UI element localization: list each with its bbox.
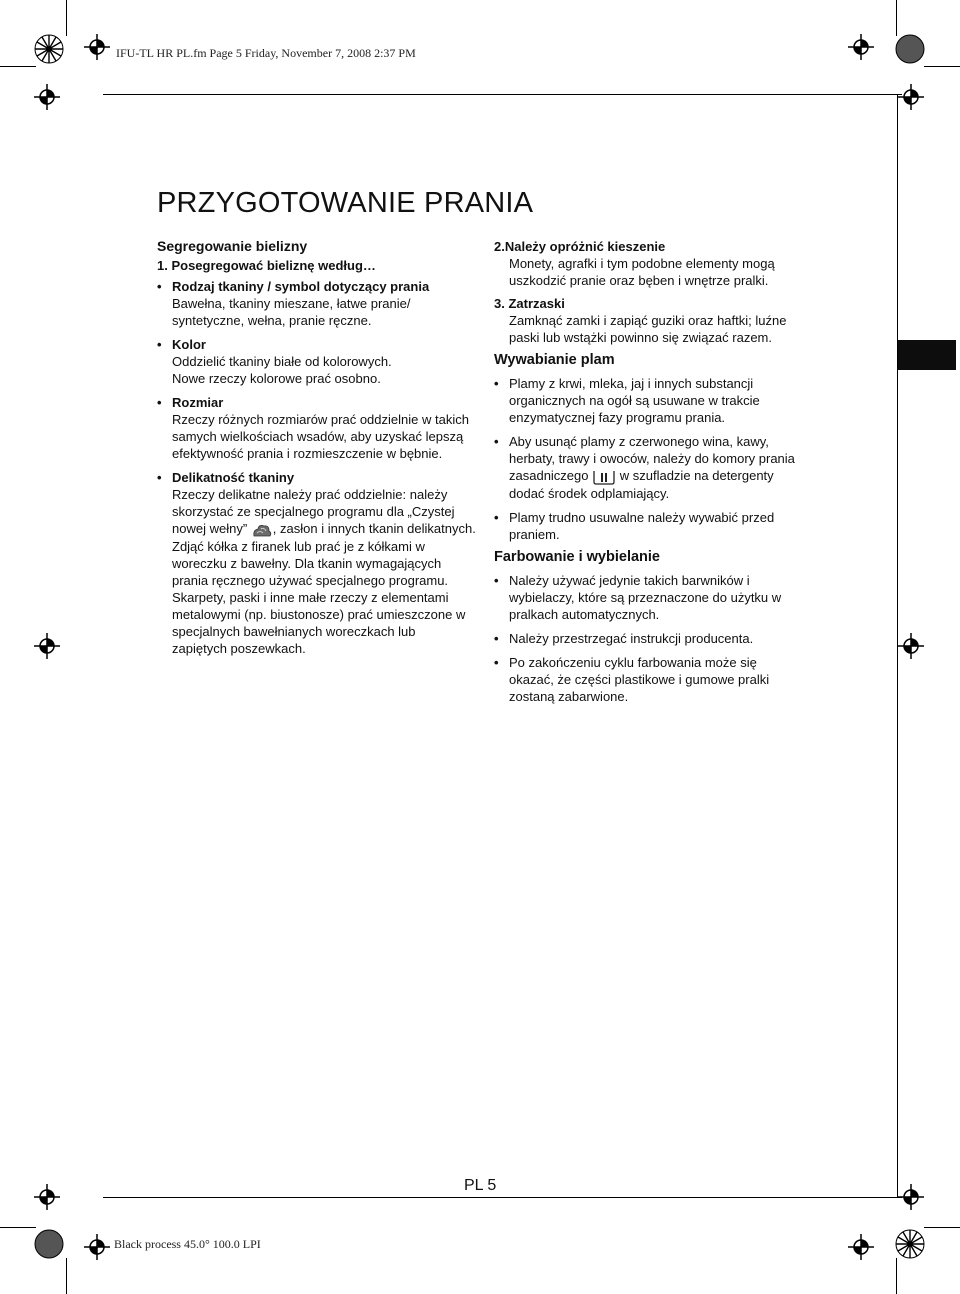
bullet-text: Bawełna, tkaniny mieszane, łatwe pranie/ xyxy=(172,296,411,311)
step-1: 1. Posegregować bieliznę według… xyxy=(157,258,376,273)
step-3-title: 3. Zatrzaski xyxy=(494,296,565,311)
bullet-text: herbaty, trawy i owoców, należy do komory prania xyxy=(509,451,795,466)
bullet-text: zapiętych poszewkach. xyxy=(172,640,306,656)
step-text: uszkodzić pranie oraz bęben i wnętrze pralki. xyxy=(509,273,769,288)
bullet-text: Skarpety, paski i inne małe rzeczy z elementami xyxy=(172,589,449,605)
bullet-text: metalowymi (np. biustonosze) prać umieszczone w xyxy=(172,606,466,622)
section-heading: Segregowanie bielizny xyxy=(157,238,308,254)
bullet-text: samych wielkościach wsadów, aby uzyskać lepszą xyxy=(172,429,464,444)
bullet-text: Zdjąć kółka z firanek lub prać je z kółkami w xyxy=(172,538,425,554)
registration-mark-icon xyxy=(34,84,60,110)
list-item xyxy=(494,509,814,543)
step-2-title: 2.Należy opróżnić kieszenie xyxy=(494,239,666,254)
bullet-text: • Plamy z krwi, mleka, jaj i innych substancji xyxy=(509,376,754,391)
list-item xyxy=(157,469,477,657)
frame-line xyxy=(103,94,902,95)
print-slug-bottom: Black process 45.0° 100.0 LPI xyxy=(114,1237,261,1251)
step-text: Zamknąć zamki i zapiąć guziki oraz haftki; luźne xyxy=(509,313,787,328)
bullet-text: efektywność prania i rozmieszczenie w bębnie. xyxy=(172,446,443,461)
bullet-text xyxy=(172,520,477,538)
list-item xyxy=(494,433,814,502)
side-tab-marker xyxy=(898,340,956,370)
registration-mark-icon xyxy=(898,1184,924,1210)
bullet-text: pralkach automatycznych. xyxy=(509,606,660,622)
left-column xyxy=(157,238,477,657)
dye-bullets xyxy=(494,572,814,705)
bullet-text: Oddzielić tkaniny białe od kolorowych. xyxy=(172,354,392,369)
bullet-title: • Rozmiar xyxy=(172,395,224,410)
bullet-text: • Plamy trudno usuwalne należy wywabić przed xyxy=(509,509,775,525)
color-wheel-icon xyxy=(895,34,925,64)
step-text: paski lub wstążki powinno się związać razem. xyxy=(509,330,772,345)
trim-mark xyxy=(896,0,897,36)
registration-mark-icon xyxy=(848,1234,874,1260)
list-item xyxy=(494,654,814,705)
stain-bullets xyxy=(494,375,814,543)
list-item xyxy=(157,336,477,387)
bullet-text: prania ręcznego używać specjalnego programu. xyxy=(172,572,449,588)
list-item xyxy=(157,278,477,329)
section-heading: Wywabianie plam xyxy=(494,352,615,368)
trim-mark xyxy=(0,1227,36,1228)
bullet-text: • Należy używać jedynie takich barwników i xyxy=(509,572,750,588)
bullet-text: zostaną zabarwione. xyxy=(509,688,629,704)
bullet-text: Rzeczy delikatne należy prać oddzielnie: należy xyxy=(172,487,448,502)
bullet-text: enzymatycznej fazy programu prania. xyxy=(509,410,726,425)
list-item xyxy=(157,394,477,462)
section-heading: Farbowanie i wybielanie xyxy=(494,548,660,565)
text-fragment: w szufladzie na detergenty xyxy=(616,468,774,483)
bullet-text: skorzystać ze specjalnego programu dla „Czystej xyxy=(172,504,455,519)
list-item xyxy=(494,630,814,647)
registration-mark-icon xyxy=(34,633,60,659)
bullet-text: Nowe rzeczy kolorowe prać osobno. xyxy=(172,371,381,386)
list-item xyxy=(494,375,814,426)
registration-mark-icon xyxy=(84,1234,110,1260)
registration-mark-icon xyxy=(84,34,110,60)
text-fragment: , zasłon i innych tkanin delikatnych. xyxy=(272,521,476,536)
trim-mark xyxy=(896,1258,897,1294)
bullet-text: • Aby usunąć plamy z czerwonego wina, kawy, xyxy=(509,434,769,449)
bullet-text: dodać środek odplamiający. xyxy=(509,485,670,501)
wool-program-icon xyxy=(251,522,273,538)
trim-mark xyxy=(66,0,67,36)
bullet-text: organicznych na ogół są usuwane w trakcie xyxy=(509,393,760,408)
bullet-text: praniem. xyxy=(509,526,560,542)
color-wheel-icon xyxy=(34,1229,64,1259)
bullet-text: wybielaczy, które są przeznaczone do użytku w xyxy=(509,589,782,605)
text-fragment: nowej wełny” xyxy=(172,521,248,536)
color-wheel-icon xyxy=(895,1229,925,1259)
trim-mark xyxy=(924,66,960,67)
step-text: Monety, agrafki i tym podobne elementy mogą xyxy=(509,256,775,271)
print-slug-top: IFU-TL HR PL.fm Page 5 Friday, November 7, 2008 2:37 PM xyxy=(116,46,416,60)
bullet-title: • Rodzaj tkaniny / symbol dotyczący prania xyxy=(172,279,430,294)
trim-mark xyxy=(0,66,36,67)
frame-line xyxy=(103,1197,902,1198)
bullet-text: syntetyczne, wełna, pranie ręczne. xyxy=(172,313,372,328)
registration-mark-icon xyxy=(848,34,874,60)
registration-mark-icon xyxy=(34,1184,60,1210)
list-item xyxy=(494,572,814,623)
page-title: PRZYGOTOWANIE PRANIA xyxy=(157,187,534,219)
bullet-text: okazać, że części plastikowe i gumowe pralki xyxy=(509,671,770,687)
bullet-title: • Delikatność tkaniny xyxy=(172,470,295,485)
step-2-body xyxy=(494,255,814,289)
bullet-text xyxy=(509,467,814,485)
step-3-body xyxy=(494,312,814,346)
bullet-text: • Po zakończeniu cyklu farbowania może się xyxy=(509,654,757,670)
text-fragment: zasadniczego xyxy=(509,468,589,483)
bullet-text: woreczku z bawełny. Dla tkanin wymagających xyxy=(172,555,442,571)
color-wheel-icon xyxy=(34,34,64,64)
page-number: PL 5 xyxy=(464,1177,497,1194)
bullet-text: Rzeczy różnych rozmiarów prać oddzielnie w takich xyxy=(172,412,469,427)
main-wash-compartment-icon xyxy=(592,469,616,485)
trim-mark xyxy=(924,1227,960,1228)
bullet-title: • Kolor xyxy=(172,337,206,352)
sort-bullets xyxy=(157,278,477,657)
right-column xyxy=(494,238,814,705)
registration-mark-icon xyxy=(898,633,924,659)
bullet-text: specjalnych bawełnianych woreczkach lub xyxy=(172,623,416,639)
trim-mark xyxy=(66,1258,67,1294)
bullet-text: • Należy przestrzegać instrukcji producenta. xyxy=(509,630,754,646)
registration-mark-icon xyxy=(898,84,924,110)
